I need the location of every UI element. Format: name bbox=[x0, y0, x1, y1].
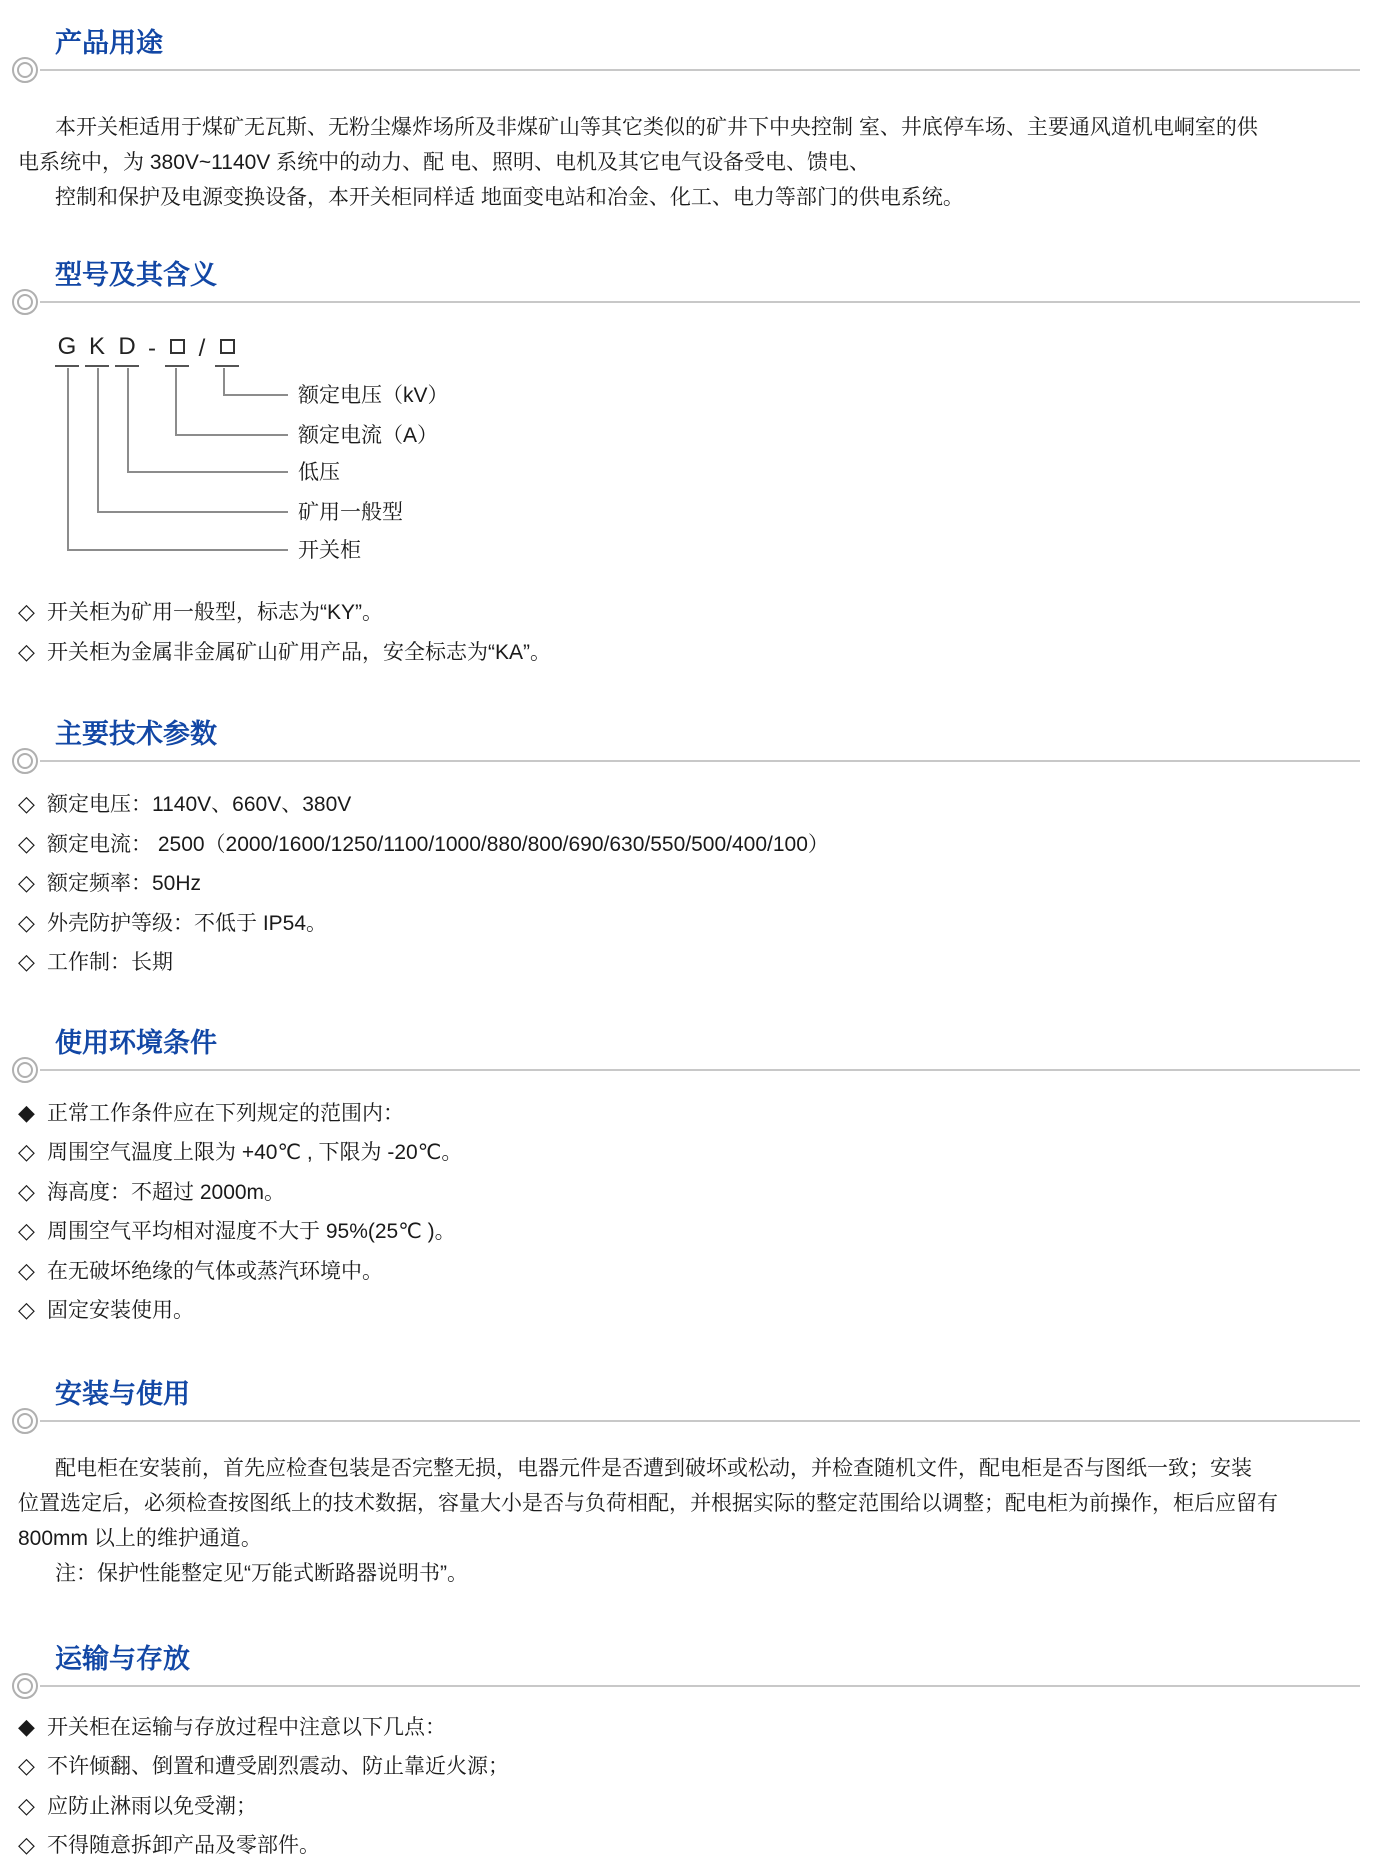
list-item bbox=[18, 1133, 1355, 1173]
environment-list bbox=[18, 1094, 1355, 1331]
paragraph-line: 配电柜在安装前，首先应检查包装是否完整无损，电器元件是否遭到破坏或松动，并检查随机文件，配电柜是否与图纸一致；安装 bbox=[55, 1456, 1252, 1480]
section-divider bbox=[0, 1060, 1360, 1084]
list-item bbox=[18, 785, 1355, 825]
divider-line bbox=[40, 1069, 1360, 1071]
section-divider bbox=[0, 1676, 1360, 1700]
section-installation bbox=[0, 1331, 1373, 1591]
list-item-text: 额定频率：50Hz bbox=[47, 872, 202, 895]
list-item bbox=[18, 1212, 1355, 1252]
diamond-marker: ◇ bbox=[18, 1178, 35, 1204]
list-item bbox=[18, 1826, 1355, 1866]
list-item bbox=[18, 904, 1355, 944]
list-item bbox=[18, 825, 1355, 865]
model-letter: K bbox=[85, 334, 109, 367]
section-tech-params bbox=[0, 672, 1373, 983]
list-item-text: 周围空气平均相对湿度不大于 95%(25℃ )。 bbox=[47, 1220, 456, 1243]
paragraph-line: 本开关柜适用于煤矿无瓦斯、无粉尘爆炸场所及非煤矿山等其它类似的矿井下中央控制 室、井底停车场、主要通风道机电峒室的供 bbox=[55, 116, 1258, 139]
section-divider bbox=[0, 1411, 1360, 1435]
section-title: 型号及其含义 bbox=[55, 260, 217, 290]
list-item-text: 正常工作条件应在下列规定的范围内： bbox=[47, 1101, 404, 1125]
paragraph-line: 注：保护性能整定见“万能式断路器说明书”。 bbox=[55, 1561, 468, 1585]
list-item-text: 开关柜在运输与存放过程中注意以下几点： bbox=[47, 1715, 446, 1739]
transport-list bbox=[18, 1708, 1355, 1866]
model-slash: / bbox=[198, 335, 206, 362]
list-item-text: 不许倾翻、倒置和遭受剧烈震动、防止靠近火源； bbox=[47, 1755, 509, 1778]
section-divider bbox=[0, 751, 1360, 775]
ring-ornament-icon bbox=[12, 748, 38, 774]
model-designation-diagram bbox=[0, 334, 1373, 579]
diamond-marker: ◇ bbox=[18, 1139, 35, 1164]
diamond-marker: ◇ bbox=[18, 1832, 35, 1857]
diamond-marker: ◇ bbox=[18, 949, 35, 974]
section-transport bbox=[0, 1591, 1373, 1866]
ring-ornament-icon bbox=[12, 1408, 38, 1434]
model-code-row bbox=[55, 334, 239, 367]
filled-diamond-marker: ◆ bbox=[18, 1099, 35, 1125]
list-item bbox=[18, 1094, 1355, 1134]
list-item bbox=[18, 1747, 1355, 1787]
list-item bbox=[18, 1173, 1355, 1213]
diagram-label: 矿用一般型 bbox=[298, 501, 403, 524]
diamond-marker: ◇ bbox=[18, 1753, 35, 1778]
paragraph-line: 控制和保护及电源变换设备，本开关柜同样适 地面变电站和冶金、化工、电力等部门的供电系统。 bbox=[55, 186, 964, 209]
section-model-meaning bbox=[0, 215, 1373, 672]
list-item bbox=[18, 1291, 1355, 1331]
section-divider bbox=[0, 292, 1360, 316]
diagram-label: 额定电压（kV） bbox=[298, 384, 449, 407]
list-item bbox=[18, 1787, 1355, 1827]
list-item bbox=[18, 864, 1355, 904]
ring-ornament-icon bbox=[12, 1057, 38, 1083]
divider-line bbox=[40, 69, 1360, 71]
list-item-text: 在无破坏绝缘的气体或蒸汽环境中。 bbox=[47, 1259, 383, 1283]
paragraph-line: 电系统中，为 380V~1140V 系统中的动力、配 电、照明、电机及其它电气设备受电、馈电、 bbox=[18, 151, 870, 174]
tech-params-list bbox=[18, 785, 1355, 983]
model-placeholder-box bbox=[165, 334, 189, 367]
diamond-marker: ◇ bbox=[18, 909, 35, 935]
model-dash: - bbox=[148, 335, 156, 362]
diamond-marker: ◇ bbox=[18, 1297, 35, 1322]
list-item bbox=[18, 1708, 1355, 1748]
list-item-text: 开关柜为矿用一般型，标志为“KY”。 bbox=[47, 601, 383, 624]
list-item-text: 周围空气温度上限为 +40℃ , 下限为 -20℃。 bbox=[47, 1141, 463, 1164]
section-title: 主要技术参数 bbox=[55, 719, 217, 749]
list-item-text: 固定安装使用。 bbox=[47, 1299, 194, 1322]
list-item-text: 应防止淋雨以免受潮； bbox=[47, 1794, 257, 1818]
ring-ornament-icon bbox=[12, 289, 38, 315]
list-item-text: 额定电压：1140V、660V、380V bbox=[47, 793, 352, 816]
diagram-label: 低压 bbox=[298, 461, 340, 484]
diamond-marker: ◇ bbox=[18, 870, 35, 895]
divider-line bbox=[40, 760, 1360, 762]
model-placeholder-box bbox=[215, 334, 239, 367]
section-title: 使用环境条件 bbox=[55, 1027, 217, 1058]
section-title: 产品用途 bbox=[55, 28, 163, 58]
list-item-text: 外壳防护等级：不低于 IP54。 bbox=[47, 911, 328, 935]
model-letter: G bbox=[55, 334, 79, 367]
list-item-text: 不得随意拆卸产品及零部件。 bbox=[47, 1834, 320, 1857]
list-item-text: 开关柜为金属非金属矿山矿用产品，安全标志为“KA”。 bbox=[47, 640, 551, 664]
diagram-label: 开关柜 bbox=[298, 539, 361, 562]
list-item-text: 工作制：长期 bbox=[47, 951, 173, 974]
diagram-label: 额定电流（A） bbox=[298, 424, 439, 447]
paragraph-line: 位置选定后，必须检查按图纸上的技术数据，容量大小是否与负荷相配，并根据实际的整定范围给以调整；配电柜为前操作，柜后应留有 bbox=[18, 1491, 1278, 1515]
diamond-marker: ◇ bbox=[18, 830, 35, 856]
divider-line bbox=[40, 1685, 1360, 1687]
section-environment bbox=[0, 983, 1373, 1331]
divider-line bbox=[40, 1420, 1360, 1422]
diamond-marker: ◇ bbox=[18, 1792, 35, 1818]
section-title: 运输与存放 bbox=[55, 1643, 190, 1674]
installation-paragraph bbox=[18, 1451, 1355, 1591]
list-item bbox=[18, 943, 1355, 983]
diamond-marker: ◇ bbox=[18, 1218, 35, 1243]
diamond-marker: ◇ bbox=[18, 638, 35, 664]
square-box-icon bbox=[170, 339, 185, 354]
diamond-marker: ◇ bbox=[18, 1257, 35, 1283]
paragraph-line: 800mm 以上的维护通道。 bbox=[18, 1526, 262, 1550]
product-use-paragraph bbox=[18, 110, 1355, 215]
section-product-use bbox=[0, 0, 1373, 215]
list-item bbox=[18, 593, 1355, 633]
filled-diamond-marker: ◆ bbox=[18, 1713, 35, 1739]
ring-ornament-icon bbox=[12, 1673, 38, 1699]
divider-line bbox=[40, 301, 1360, 303]
ring-ornament-icon bbox=[12, 57, 38, 83]
list-item bbox=[18, 633, 1355, 673]
list-item-text: 额定电流： 2500（2000/1600/1250/1100/1000/880/800/690/630/550/500/400/100） bbox=[47, 832, 829, 856]
square-box-icon bbox=[220, 339, 235, 354]
diamond-marker: ◇ bbox=[18, 791, 35, 816]
list-item-text: 海高度：不超过 2000m。 bbox=[47, 1180, 286, 1204]
section-divider bbox=[0, 60, 1360, 84]
section-title: 安装与使用 bbox=[55, 1378, 190, 1409]
connector-line bbox=[67, 368, 288, 551]
list-item bbox=[18, 1252, 1355, 1292]
model-notes bbox=[18, 593, 1355, 672]
diamond-marker: ◇ bbox=[18, 599, 35, 624]
model-letter: D bbox=[115, 334, 139, 367]
